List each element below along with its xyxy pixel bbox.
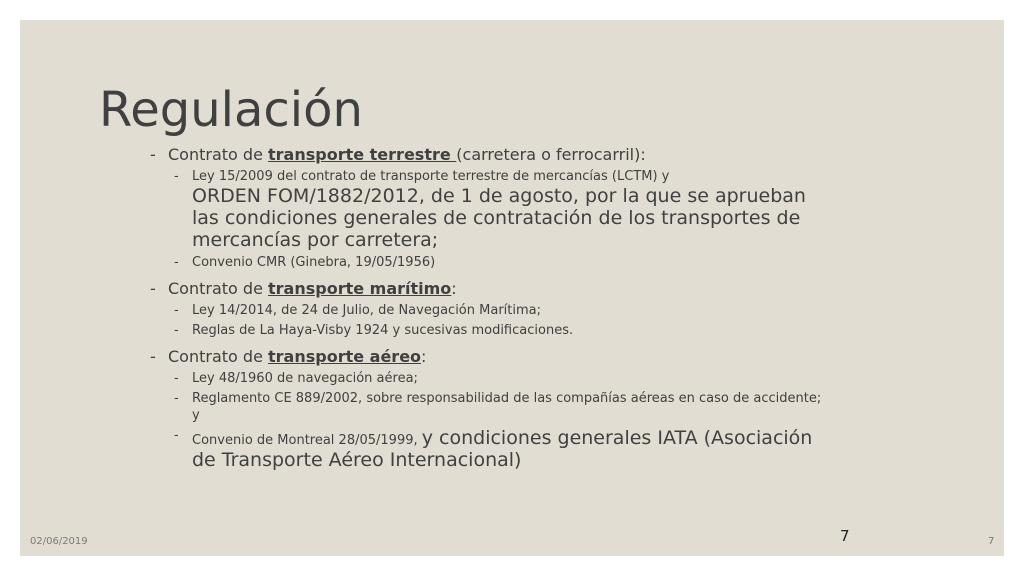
bullet-dash: - [174, 371, 179, 386]
list-item [150, 370, 830, 387]
list-item [150, 302, 830, 319]
slide-number-large: 7 [840, 527, 850, 545]
slide-content [150, 145, 830, 471]
bullet-dash: - [174, 391, 179, 406]
list-item [150, 254, 830, 271]
section-heading-maritimo [150, 279, 830, 299]
bullet-dash: - [174, 303, 179, 318]
section-prefix: Contrato de [168, 347, 268, 366]
section-prefix: Contrato de [168, 145, 268, 164]
item-text: Ley 15/2009 del contrato de transporte terrestre de mercancías (LCTM) y [192, 169, 670, 184]
section-suffix: : [451, 279, 457, 298]
bullet-dash: - [174, 169, 179, 184]
bullet-dash: - [174, 323, 179, 338]
item-text: Convenio de Montreal 28/05/1999, [192, 433, 422, 448]
list-item [150, 322, 830, 339]
footer-page-number: 7 [988, 536, 995, 547]
item-text: Ley 14/2014, de 24 de Julio, de Navegación Marítima; [192, 303, 541, 318]
section-suffix: (carretera o ferrocarril): [456, 145, 646, 164]
slide-title: Regulación [99, 82, 363, 138]
section-heading-terrestre [150, 145, 830, 165]
footer-date: 02/06/2019 [30, 536, 88, 547]
item-text: Convenio CMR (Ginebra, 19/05/1956) [192, 255, 436, 270]
section-highlight: transporte marítimo [268, 279, 452, 298]
list-item [150, 390, 830, 424]
section-heading-aereo [150, 347, 830, 367]
item-text: Reglas de La Haya-Visby 1924 y sucesivas modificaciones. [192, 323, 574, 338]
bullet-dash: - [150, 145, 156, 164]
section-prefix: Contrato de [168, 279, 268, 298]
list-item [150, 168, 830, 251]
bullet-dash: - [174, 428, 179, 443]
item-text-large: ORDEN FOM/1882/2012, de 1 de agosto, por la que se aprueban las condiciones generales de contratación de los transportes de mercancías por carretera; [192, 185, 806, 251]
item-text: Reglamento CE 889/2002, sobre responsabilidad de las compañías aéreas en caso de accidente; y [192, 391, 822, 423]
section-highlight: transporte terrestre [268, 145, 457, 164]
section-highlight: transporte aéreo [268, 347, 422, 366]
bullet-dash: - [174, 255, 179, 270]
bullet-dash: - [150, 279, 156, 298]
section-suffix: : [421, 347, 427, 366]
item-text-large: y condiciones generales IATA (Asociación de Transporte Aéreo Internacional) [192, 427, 813, 471]
list-item [150, 427, 830, 471]
bullet-dash: - [150, 347, 156, 366]
item-text: Ley 48/1960 de navegación aérea; [192, 371, 418, 386]
